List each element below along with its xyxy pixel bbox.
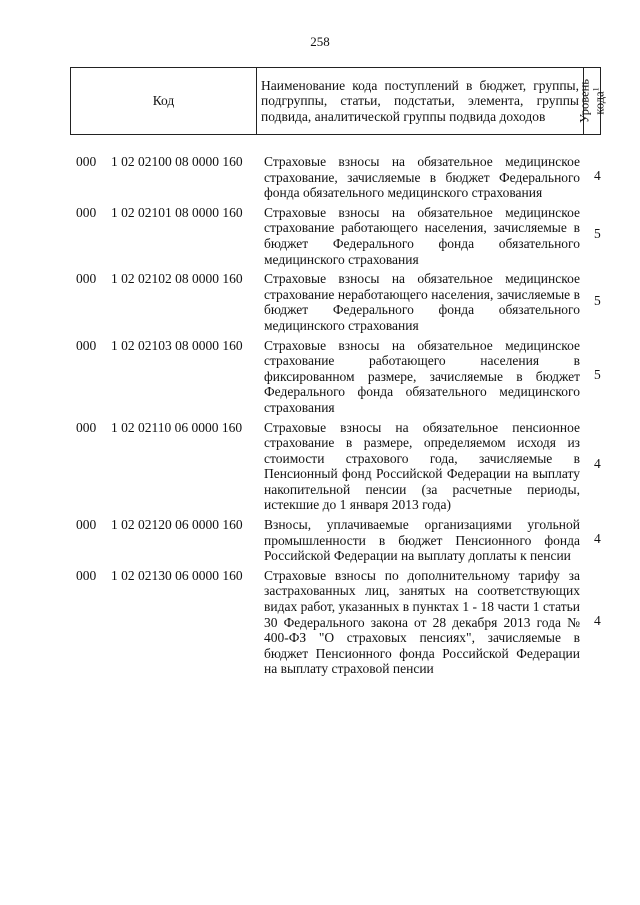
income-name: Взносы, уплачиваемые организациями угольной промышленности в бюджет Пенсионного фонда Российской Федерации на выплату доплаты к пенсии — [264, 517, 580, 564]
income-code: 1 02 02101 08 0000 160 — [111, 204, 243, 220]
table-row — [0, 267, 640, 333]
header-level-line2: кода — [592, 91, 607, 115]
code-list — [0, 150, 640, 677]
income-code: 1 02 02120 06 0000 160 — [111, 517, 243, 533]
table-row — [0, 416, 640, 514]
admin-code: 000 — [76, 154, 97, 169]
table-row — [0, 334, 640, 416]
code-level: 4 — [594, 612, 601, 628]
admin-code: 000 — [76, 271, 97, 287]
table-header — [70, 67, 607, 135]
table-row — [0, 513, 640, 564]
header-level-line1: Уровень — [577, 78, 592, 124]
code-level: 4 — [594, 456, 601, 472]
table-row — [0, 564, 640, 677]
income-name: Страховые взносы на обязательное медицинское страхование работающего населения, зачисляемые в бюджет Федерального фонда обязательного медицинского страхования — [264, 204, 580, 267]
code-level: 5 — [594, 226, 601, 242]
income-name: Страховые взносы на обязательное пенсионное страхование в размере, определяемом исходя из стоимости страхового года, зачисляемые в Пенсионный фонд Российской Федерации на выплату накопительной пенсии (за расчетные периоды, истекшие до 1 января 2013 года) — [264, 419, 580, 513]
income-name: Страховые взносы по дополнительному тарифу за застрахованных лиц, занятых на соответствующих видах работ, указанных в пунктах 1 - 18 части 1 статьи 30 Федерального закона от 28 декабря 2013 года № 400-ФЗ "О страховых пенсиях", зачисляемые в бюджет Пенсионного фонда Российской Федерации на выплату страховой пенсии — [264, 567, 580, 677]
page-number: 258 — [310, 34, 330, 49]
income-name: Страховые взносы на обязательное медицинское страхование работающего населения в фиксированном размере, зачисляемые в бюджет Федерального фонда обязательного медицинского страхования — [264, 337, 580, 415]
income-code: 1 02 02130 06 0000 160 — [111, 567, 243, 583]
table-row — [0, 150, 640, 201]
income-name: Страховые взносы на обязательное медицинское страхование неработающего населения, зачисляемые в бюджет Федерального фонда обязательного медицинского страхования — [264, 271, 580, 333]
code-level: 5 — [594, 366, 601, 382]
admin-code: 000 — [76, 567, 97, 583]
admin-code: 000 — [76, 337, 97, 353]
code-level: 5 — [594, 292, 601, 308]
admin-code: 000 — [76, 419, 97, 435]
header-name: Наименование кода поступлений в бюджет, группы, подгруппы, статьи, подстатьи, элемента, группы подвида, аналитической группы подвида доходов — [257, 68, 584, 135]
income-code: 1 02 02110 06 0000 160 — [111, 419, 243, 435]
header-level-footnote: 1 — [591, 87, 601, 92]
table-row — [0, 201, 640, 267]
income-name: Страховые взносы на обязательное медицинское страхование, зачисляемые в бюджет Федерального фонда обязательного медицинского страхования — [264, 154, 580, 201]
header-level — [577, 68, 607, 135]
income-code: 1 02 02100 08 0000 160 — [111, 154, 243, 169]
admin-code: 000 — [76, 204, 97, 220]
code-level: 4 — [594, 530, 601, 546]
code-level: 4 — [594, 167, 601, 183]
admin-code: 000 — [76, 517, 97, 533]
income-code: 1 02 02102 08 0000 160 — [111, 271, 243, 287]
income-code: 1 02 02103 08 0000 160 — [111, 337, 243, 353]
header-code: Код — [71, 68, 257, 135]
